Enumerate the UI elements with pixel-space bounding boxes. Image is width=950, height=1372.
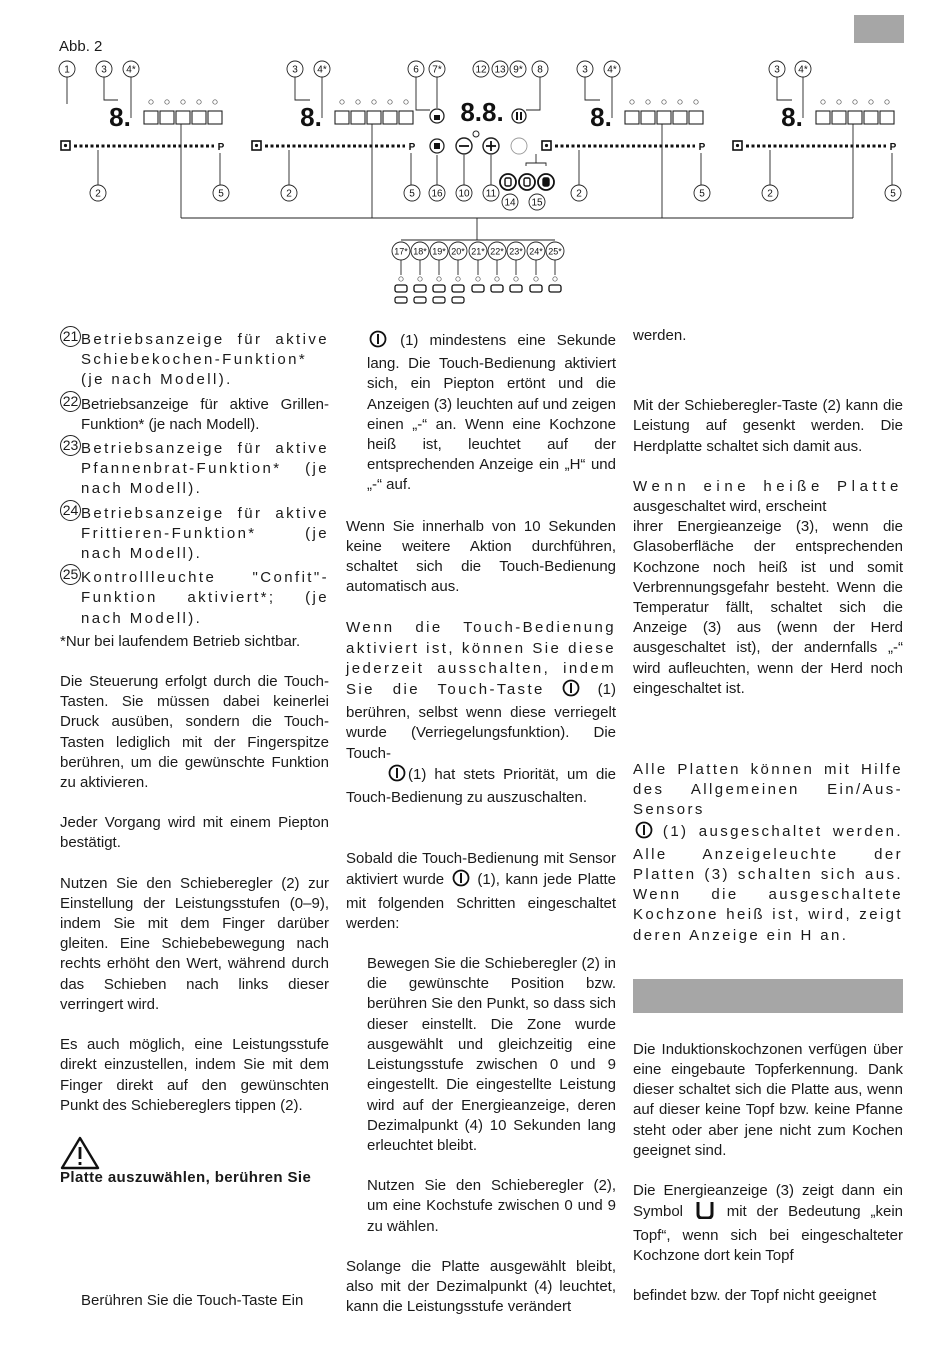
zone-icon-dot bbox=[64, 144, 67, 147]
item-text: Kontrollleuchte "Confit"-Funktion aktiviert*; (je nach Modell). bbox=[81, 569, 329, 627]
callout-label: 7* bbox=[432, 64, 442, 76]
indicator-dot bbox=[213, 100, 217, 104]
indicator-dot bbox=[372, 100, 376, 104]
callout-label: 5 bbox=[218, 188, 224, 200]
level-box bbox=[864, 111, 878, 124]
cooking-zone bbox=[61, 100, 225, 218]
paragraph-slider: Nutzen Sie den Schieberegler (2) zur Einstellung der Leistungsstufen (0–9), indem Sie mit dem Finger darüber gleiten. Eine Schiebebewegung nach rechts erhöht den Wert, während durch das Schieben nach links dieser verringert wird. bbox=[60, 874, 329, 1013]
power-icon bbox=[388, 764, 406, 788]
indicator-item bbox=[60, 568, 329, 629]
power-level-display: 8. bbox=[109, 102, 131, 132]
paragraph-touch-keys: Die Steuerung erfolgt durch die Touch-Tasten. Sie müssen dabei keinerlei Druck ausüben, sondern die Touch-Tasten lediglich mit der Fingerspitze berühren, um die gewünschte Funktion zu aktivieren. bbox=[60, 673, 329, 792]
callout-label: 4* bbox=[798, 64, 808, 76]
cooking-zone bbox=[542, 100, 706, 218]
indicator-item bbox=[60, 330, 329, 391]
indicator-dot bbox=[388, 100, 392, 104]
indicator-dot bbox=[662, 100, 666, 104]
power-level-display: 8. bbox=[781, 102, 803, 132]
item-number: 25 bbox=[60, 564, 81, 585]
paragraph-selected: Solange die Platte ausgewählt bleibt, also mit der Dezimalpunkt (4) leuchtet, kann die Leistungsstufe verändert bbox=[346, 1257, 616, 1316]
callout-label: 4* bbox=[607, 64, 617, 76]
paragraph-touch-on: Berühren Sie die Touch-Taste Ein bbox=[81, 1292, 304, 1310]
callout-label: 14 bbox=[504, 197, 516, 209]
callout-label: 5 bbox=[699, 188, 705, 200]
item-number: 22 bbox=[60, 391, 81, 412]
callout-label: 5 bbox=[409, 188, 415, 200]
level-box bbox=[641, 111, 655, 124]
clock-icon bbox=[473, 131, 479, 137]
callout-label: 12 bbox=[475, 64, 487, 76]
level-box bbox=[673, 111, 687, 124]
callout-label: 21* bbox=[471, 246, 485, 257]
leader-line bbox=[777, 77, 792, 100]
function-icon bbox=[491, 285, 503, 292]
callout-label: 17* bbox=[394, 246, 408, 257]
paragraph-pot-detection: Die Induktionskochzonen verfügen über eine eingebaute Topferkennung. Dank dieser schaltet sich die Platte aus, wenn auf dieser keine Topf bzw. keine Pfanne steht oder aber jene nicht zum Kochen geeignet sind. bbox=[633, 1040, 903, 1159]
indicator-dot bbox=[356, 100, 360, 104]
paragraph-activate: (1) mindestens eine Sekunde lang. Die Touch-Bedienung aktiviert sich, ein Piepton ertönt und die Anzeigen (3) leuchten auf und zeigen einen „-“ an. Wenn eine Kochzone heiß ist, leuchtet auf der entsprechenden Anzeige ein „H“ und „-“ auf. bbox=[367, 332, 616, 494]
zone-icon-dot bbox=[736, 144, 739, 147]
indicator-item bbox=[60, 439, 329, 500]
level-box bbox=[351, 111, 365, 124]
indicator-dot bbox=[404, 100, 408, 104]
indicator-dot bbox=[821, 100, 825, 104]
paragraph-direct-select: Es auch möglich, eine Leistungsstufe direkt einzustellen, indem Sie mit dem Finger direkt auf den gewünschten Punkt des Schiebereglers tippen (2). bbox=[60, 1036, 329, 1114]
paragraph-reduce-power: Mit der Schieberegler-Taste (2) kann die Leistung auf gesenkt werden. Die Herdplatte schaltet sich damit aus. bbox=[633, 397, 903, 455]
zone-icon-dot bbox=[255, 144, 258, 147]
level-box bbox=[625, 111, 639, 124]
callout-label: 3 bbox=[774, 64, 780, 76]
section-header-bar bbox=[633, 979, 903, 1013]
pause-bar bbox=[516, 112, 518, 120]
leader-line bbox=[104, 77, 118, 100]
bracket bbox=[526, 163, 546, 166]
blank-key bbox=[511, 138, 527, 154]
callout-label: 3 bbox=[101, 64, 107, 76]
function-key bbox=[519, 174, 535, 190]
leader-line bbox=[585, 77, 600, 100]
paragraph-werden: werden. bbox=[633, 327, 687, 344]
timer-icon-fill bbox=[434, 143, 440, 149]
indicator-dot bbox=[869, 100, 873, 104]
power-icon bbox=[452, 869, 470, 893]
indicator-dot bbox=[495, 277, 499, 281]
callout-label: 10 bbox=[458, 188, 470, 200]
item-text: Betriebsanzeige für aktive Frittieren-Funktion* (je nach Modell). bbox=[81, 504, 329, 563]
indicator-dot bbox=[418, 277, 422, 281]
callout-label: 8 bbox=[537, 64, 543, 76]
callout-label: 15 bbox=[531, 197, 543, 209]
power-icon bbox=[635, 821, 653, 845]
callout-label: 6 bbox=[413, 64, 419, 76]
paragraph-all-off: Alle Platten können mit Hilfe des Allgemeinen Ein/Aus-Sensors (1) ausgeschaltet werden. Alle Anzeigeleuchte der Platten (3) schalten sich aus. Wenn die ausgeschaltete Kochzone heiß ist, wird, zeigt deren Anzeige ein H an. bbox=[633, 761, 903, 944]
footnote: *Nur bei laufendem Betrieb sichtbar. bbox=[60, 632, 301, 650]
level-box bbox=[335, 111, 349, 124]
warning-icon bbox=[60, 1136, 329, 1170]
pause-bar bbox=[520, 112, 522, 120]
function-icon bbox=[452, 285, 464, 292]
indicator-dot bbox=[340, 100, 344, 104]
function-icon bbox=[395, 285, 407, 292]
level-box bbox=[657, 111, 671, 124]
column-1 bbox=[60, 330, 329, 1311]
control-panel-diagram bbox=[0, 0, 950, 320]
indicator-dot bbox=[165, 100, 169, 104]
indicator-dot bbox=[553, 277, 557, 281]
leader-line bbox=[526, 77, 540, 110]
power-icon bbox=[369, 330, 387, 354]
paragraph-unsuitable: befindet bzw. der Topf nicht geeignet bbox=[633, 1286, 877, 1304]
function-icon-lower bbox=[414, 297, 426, 303]
figure-label: Abb. 2 bbox=[59, 38, 103, 55]
function-icon-lower bbox=[452, 297, 464, 303]
callout-label: 2 bbox=[286, 188, 292, 200]
paragraph-step-slider: Bewegen Sie die Schieberegler (2) in die gewünschte Position bzw. berühren Sie den Punkt, so dass sich dieser einstellt. Die Zone wurde ausgewählt und gleichzeitig eine Leistungsstufe zwischen 0 und 9 eingestellt. Die eingestellte Leistung wird auf der Energieanzeige, deren Dezimalpunkt (4) 10 Sekunden lang erleuchtet bleibt. bbox=[367, 955, 616, 1154]
callout-label: 20* bbox=[451, 246, 465, 257]
function-icon bbox=[433, 285, 445, 292]
callout-label: 3 bbox=[292, 64, 298, 76]
no-pot-symbol-icon bbox=[695, 1201, 715, 1225]
slider-end-label: P bbox=[408, 142, 416, 153]
callout-label: 24* bbox=[529, 246, 543, 257]
power-level-display: 8. bbox=[300, 102, 322, 132]
function-icon-lower bbox=[395, 297, 407, 303]
level-box bbox=[399, 111, 413, 124]
level-box bbox=[832, 111, 846, 124]
level-box bbox=[367, 111, 381, 124]
power-level-display: 8. bbox=[590, 102, 612, 132]
callout-label: 4* bbox=[126, 64, 136, 76]
indicator-dot bbox=[149, 100, 153, 104]
timer-display: 8.8. bbox=[460, 97, 504, 127]
callout-label: 2 bbox=[767, 188, 773, 200]
leader-line bbox=[295, 77, 310, 100]
callout-label: 23* bbox=[509, 246, 523, 257]
paragraph-hot-plate: Wenn eine heiße Platte ausgeschaltet wird, erscheint ihrer Energieanzeige (3), wenn die Glasoberfläche der entsprechenden Kochzone noch heiß ist und somit Verbrennungsgefahr besteht. Wenn die Temperatur fällt, schaltet sich die Anzeige (3) aus (wenn der Herd ausgeschaltet ist), der andernfalls „-“ wird aufleuchten, wenn der Herd noch eingeschaltet ist. bbox=[633, 477, 903, 697]
callouts-bottom bbox=[90, 155, 901, 210]
level-box bbox=[816, 111, 830, 124]
paragraph-no-pot: Die Energieanzeige (3) zeigt dann ein Symbol mit der Bedeutung „kein Topf“, wenn sich bei eingeschalteter Kochzone dort kein Topf bbox=[633, 1182, 903, 1264]
callout-label: 19* bbox=[432, 246, 446, 257]
item-number: 21 bbox=[60, 326, 81, 347]
item-number: 23 bbox=[60, 435, 81, 456]
slider-end-label: P bbox=[889, 142, 897, 153]
paragraph-auto-off: Wenn Sie innerhalb von 10 Sekunden keine weitere Aktion durchführen, schaltet sich die Touch-Bedienung automatisch aus. bbox=[346, 517, 616, 596]
level-box bbox=[144, 111, 158, 124]
callout-label: 2 bbox=[95, 188, 101, 200]
indicator-dot bbox=[181, 100, 185, 104]
indicator-dot bbox=[456, 277, 460, 281]
level-box bbox=[208, 111, 222, 124]
indicator-dot bbox=[694, 100, 698, 104]
function-icon bbox=[549, 285, 561, 292]
indicator-item bbox=[60, 501, 329, 565]
paragraph-beep: Jeder Vorgang wird mit einem Piepton bestätigt. bbox=[60, 814, 329, 852]
callout-label: 3 bbox=[582, 64, 588, 76]
function-icon bbox=[510, 285, 522, 292]
slider-end-label: P bbox=[217, 142, 225, 153]
cooking-zone bbox=[252, 100, 416, 218]
paragraph-step-level: Nutzen Sie den Schieberegler (2), um eine Kochstufe zwischen 0 und 9 zu wählen. bbox=[367, 1177, 616, 1235]
indicator-dot bbox=[885, 100, 889, 104]
level-box bbox=[689, 111, 703, 124]
callout-label: 18* bbox=[413, 246, 427, 257]
column-3 bbox=[633, 326, 903, 1306]
indicator-dot bbox=[678, 100, 682, 104]
function-key bbox=[500, 174, 516, 190]
function-icon bbox=[472, 285, 484, 292]
indicator-dot bbox=[853, 100, 857, 104]
callout-label: 22* bbox=[490, 246, 504, 257]
indicator-dot bbox=[197, 100, 201, 104]
item-text: Betriebsanzeige für aktive Grillen-Funktion* (je nach Modell). bbox=[81, 395, 329, 433]
callout-label: 4* bbox=[317, 64, 327, 76]
indicator-list bbox=[60, 330, 329, 629]
level-box bbox=[160, 111, 174, 124]
indicator-item bbox=[60, 392, 329, 435]
level-box bbox=[383, 111, 397, 124]
callout-label: 9* bbox=[513, 64, 523, 76]
lock-icon-body bbox=[434, 115, 440, 120]
slider-end-label: P bbox=[698, 142, 706, 153]
level-box bbox=[880, 111, 894, 124]
indicator-dot bbox=[437, 277, 441, 281]
level-box bbox=[192, 111, 206, 124]
zone-icon-dot bbox=[545, 144, 548, 147]
indicator-dot bbox=[476, 277, 480, 281]
paragraph-sensor-on: Sobald die Touch-Bedienung mit Sensor aktiviert wurde (1), kann jede Platte mit folgenden Schritten eingeschaltet werden: bbox=[346, 850, 617, 932]
leader-line bbox=[416, 77, 430, 110]
item-text: Betriebsanzeige für aktive Pfannenbrat-Funktion* (je nach Modell). bbox=[81, 440, 329, 498]
callout-label: 13 bbox=[494, 64, 506, 76]
function-icon-lower bbox=[433, 297, 445, 303]
level-box bbox=[848, 111, 862, 124]
power-icon bbox=[562, 679, 580, 703]
function-key-glyph bbox=[543, 178, 549, 186]
callout-label: 5 bbox=[890, 188, 896, 200]
callout-label: 11 bbox=[485, 188, 497, 200]
indicator-dot bbox=[534, 277, 538, 281]
indicator-dot bbox=[514, 277, 518, 281]
indicator-dot bbox=[646, 100, 650, 104]
callout-label: 25* bbox=[548, 246, 562, 257]
indicator-dot bbox=[399, 277, 403, 281]
indicator-dot bbox=[630, 100, 634, 104]
callout-label: 1 bbox=[64, 64, 70, 76]
column-2 bbox=[346, 330, 616, 1317]
function-icons bbox=[392, 240, 564, 303]
item-text: Betriebsanzeige für aktive Schiebekochen-Funktion* (je nach Modell). bbox=[81, 331, 329, 389]
paragraph-switch-off: Wenn die Touch-Bedienung aktiviert ist, können Sie diese jederzeit ausschalten, indem Sie die Touch-Taste (1) berühren, selbst wenn diese verriegelt wurde (Verriegelungsfunktion). Die Touch- (1) hat stets Priorität, um die Touch-Bedienung zu auszuschalten. bbox=[346, 619, 616, 807]
level-box bbox=[176, 111, 190, 124]
function-icon bbox=[530, 285, 542, 292]
item-number: 24 bbox=[60, 500, 81, 521]
cooking-zone bbox=[733, 100, 897, 218]
pause-icon bbox=[512, 109, 526, 123]
callout-label: 2 bbox=[576, 188, 582, 200]
function-icon bbox=[414, 285, 426, 292]
callout-label: 16 bbox=[431, 188, 443, 200]
warning-text: Platte auszuwählen, berühren Sie bbox=[60, 1168, 312, 1186]
indicator-dot bbox=[837, 100, 841, 104]
